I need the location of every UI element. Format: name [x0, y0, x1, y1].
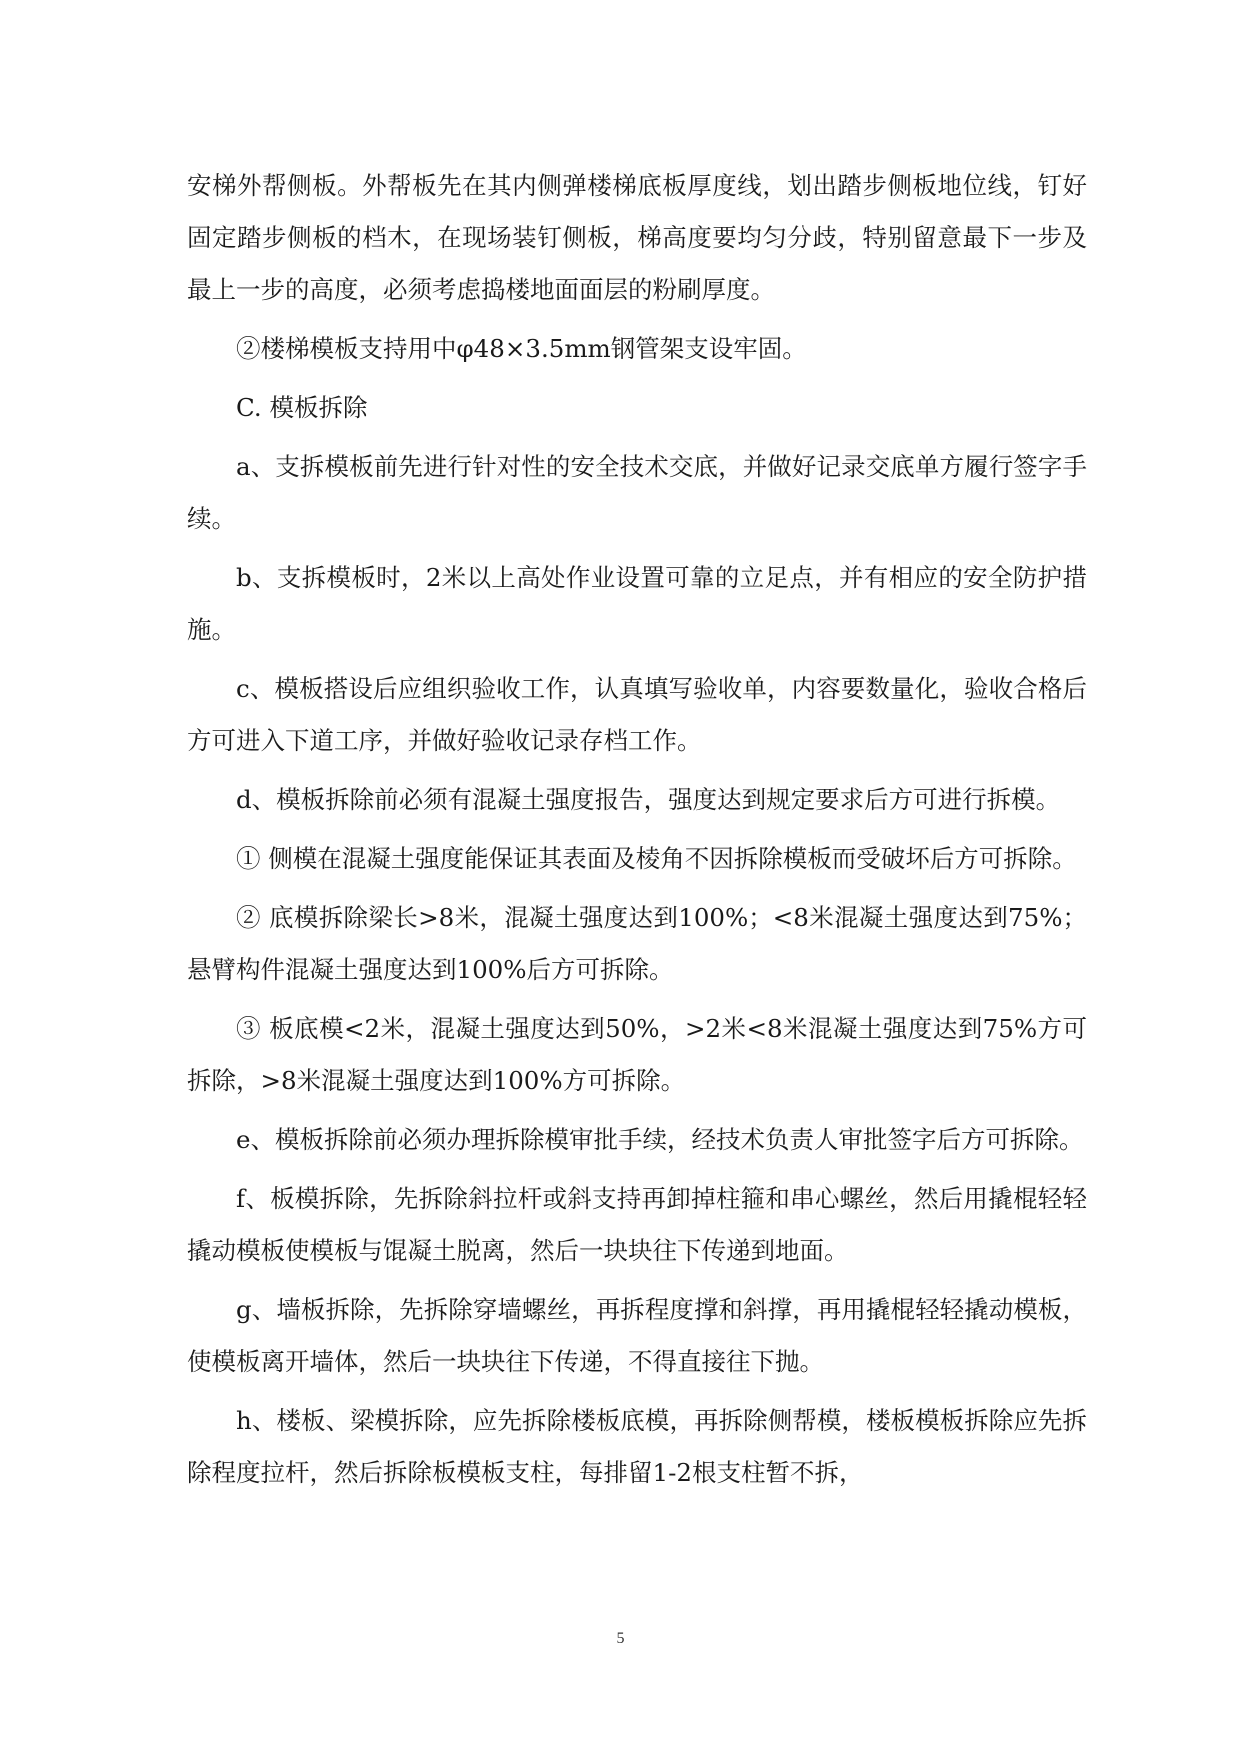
- paragraph: ②楼梯模板支持用中φ48×3.5mm钢管架支设牢固。: [236, 334, 807, 363]
- list-item: ② 底模拆除梁长>8米，混凝土强度达到100%；<8米混凝土强度达到75%；悬臂构件混凝土强度达到100%后方可拆除。: [187, 903, 1087, 984]
- page-number: 5: [616, 1630, 625, 1647]
- paragraph: c、模板搭设后应组织验收工作，认真填写验收单，内容要数量化，验收合格后方可进入下道工序，并做好验收记录存档工作。: [187, 674, 1087, 755]
- paragraph: e、模板拆除前必须办理拆除模审批手续，经技术负责人审批签字后方可拆除。: [236, 1125, 1084, 1154]
- section-heading: C. 模板拆除: [236, 393, 368, 422]
- paragraph: g、墙板拆除，先拆除穿墙螺丝，再拆程度撑和斜撑，再用撬棍轻轻撬动模板，使模板离开墙体，然后一块块往下传递，不得直接往下抛。: [187, 1295, 1087, 1376]
- paragraph: b、支拆模板时，2米以上高处作业设置可靠的立足点，并有相应的安全防护措施。: [187, 563, 1087, 644]
- paragraph: 安梯外帮侧板。外帮板先在其内侧弹楼梯底板厚度线，划出踏步侧板地位线，钉好固定踏步侧板的档木，在现场装钉侧板，梯高度要均匀分歧，特别留意最下一步及最上一步的高度，必须考虑捣楼地面面层的粉刷厚度。: [187, 171, 1087, 304]
- paragraph: f、板模拆除，先拆除斜拉杆或斜支持再卸掉柱箍和串心螺丝，然后用撬棍轻轻撬动模板使模板与馄凝土脱离，然后一块块往下传递到地面。: [187, 1184, 1087, 1265]
- paragraph: d、模板拆除前必须有混凝土强度报告，强度达到规定要求后方可进行拆模。: [236, 785, 1061, 814]
- list-item: ③ 板底模<2米，混凝土强度达到50%，>2米<8米混凝土强度达到75%方可拆除，>8米混凝土强度达到100%方可拆除。: [187, 1014, 1087, 1095]
- paragraph: a、支拆模板前先进行针对性的安全技术交底，并做好记录交底单方履行签字手续。: [187, 452, 1087, 533]
- paragraph: h、楼板、梁模拆除，应先拆除楼板底模，再拆除侧帮模，楼板模板拆除应先拆除程度拉杆，然后拆除板模板支柱，每排留1-2根支柱暂不拆，: [187, 1406, 1087, 1487]
- document-body: [187, 160, 1087, 1506]
- list-item: ① 侧模在混凝土强度能保证其表面及棱角不因拆除模板而受破坏后方可拆除。: [236, 844, 1077, 873]
